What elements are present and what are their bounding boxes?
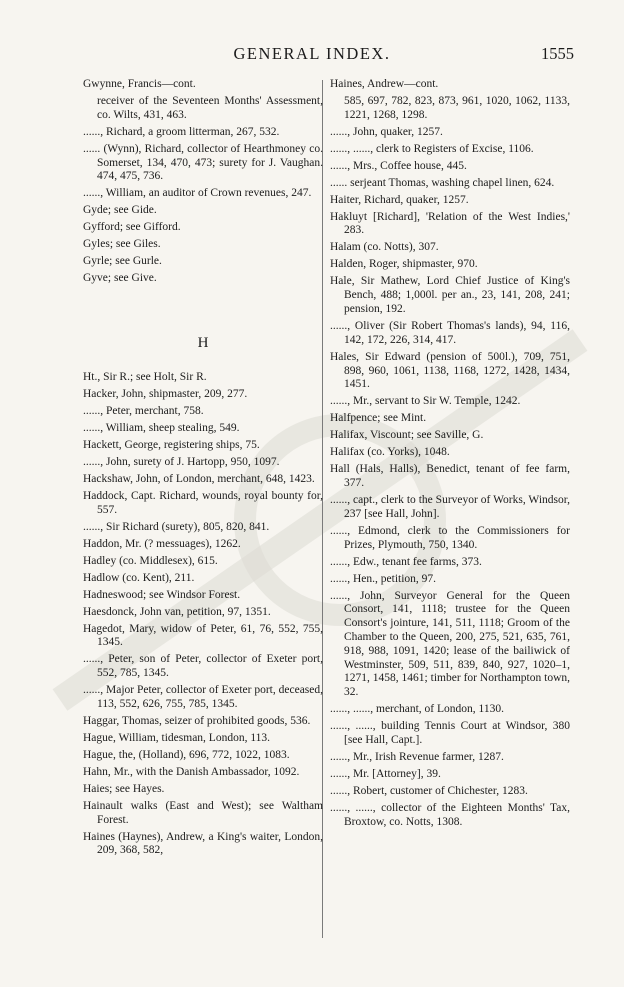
index-entry: ......, ......, merchant, of London, 1130. — [330, 703, 504, 716]
index-entry: Hague, the, (Holland), 696, 772, 1022, 1083. — [83, 748, 290, 761]
index-entry: ......, Robert, customer of Chichester, 1283. — [330, 784, 528, 797]
h-entries-continued — [330, 78, 570, 830]
index-entry: ......, John, quaker, 1257. — [330, 125, 443, 138]
index-entry: ......, John, surety of J. Hartopp, 950, 1097. — [83, 455, 280, 468]
index-entry: Gyles; see Giles. — [83, 238, 161, 251]
index-entry: ......, ......, collector of the Eighteen Months' Tax, Broxtow, co. Notts, 1308. — [330, 801, 570, 828]
index-entry: Hadlow (co. Kent), 211. — [83, 571, 195, 584]
index-entry: Gwynne, Francis—cont. — [83, 78, 196, 90]
index-entry: ......, John, Surveyor General for the Queen Consort, 141, 1118; trustee for the Queen Consort's jointure, 141, 511, 1118; Groom of the Chamber to the Queen, 200, 275, 521, 635, 761, 918, 988, 1091, 1420; lease of the bailiwick of Westminster, 509, 511, 839, 840, 927, 1020–1, 1271, 1458, 1461; timber for Northampton town, 32. — [330, 589, 570, 699]
index-entry: ......, Major Peter, collector of Exeter port, deceased, 113, 552, 626, 755, 785, 1345. — [83, 684, 323, 710]
index-entry: ......, Peter, son of Peter, collector of Exeter port, 552, 785, 1345. — [83, 653, 323, 680]
index-entry: Haines (Haynes), Andrew, a King's waiter, London, 209, 368, 582, — [83, 830, 323, 857]
index-entry: ......, Edw., tenant fee farms, 373. — [330, 555, 482, 568]
h-entries — [83, 371, 323, 858]
section-letter: H — [197, 335, 209, 352]
index-entry: Hacker, John, shipmaster, 209, 277. — [83, 388, 248, 401]
index-entry: Halifax, Viscount; see Saville, G. — [330, 429, 484, 442]
index-entry: ...... serjeant Thomas, washing chapel linen, 624. — [330, 176, 555, 189]
index-entry: ......, Hen., petition, 97. — [330, 572, 437, 585]
index-entry: Hahn, Mr., with the Danish Ambassador, 1092. — [83, 765, 300, 778]
index-entry: ......, Oliver (Sir Robert Thomas's lands), 94, 116, 142, 172, 226, 314, 417. — [330, 320, 570, 346]
index-entry: ......, Sir Richard (surety), 805, 820, 841. — [83, 520, 270, 533]
index-entry: ......, ......, clerk to Registers of Excise, 1106. — [330, 142, 534, 155]
index-entry: 585, 697, 782, 823, 873, 961, 1020, 1062, 1133, 1221, 1268, 1298. — [344, 94, 570, 121]
index-entry: Haddock, Capt. Richard, wounds, royal bounty for, 557. — [83, 489, 323, 516]
index-entry: ......, William, an auditor of Crown revenues, 247. — [83, 187, 312, 200]
index-entry: Haies; see Hayes. — [83, 782, 165, 795]
index-entry: Hadneswood; see Windsor Forest. — [83, 588, 241, 601]
index-entry: Halifax (co. Yorks), 1048. — [330, 446, 450, 459]
running-title: GENERAL INDEX. — [233, 44, 391, 63]
index-entry: ......, Richard, a groom litterman, 267, 532. — [83, 125, 280, 138]
section-spacer — [83, 289, 323, 319]
index-entry: Hackshaw, John, of London, merchant, 648, 1423. — [83, 472, 315, 485]
index-entry: ...... (Wynn), Richard, collector of Hearthmoney co. Somerset, 134, 470, 473; surety for J. Vaughan. 474, 475, 736. — [83, 142, 323, 183]
index-entry: Gyrle; see Gurle. — [83, 255, 162, 268]
page-header — [0, 44, 624, 64]
index-entry: Hainault walks (East and West); see Waltham Forest. — [83, 799, 323, 826]
index-entry: Hague, William, tidesman, London, 113. — [83, 731, 271, 744]
g-entries — [83, 78, 323, 286]
index-entry: ......, Mr., servant to Sir W. Temple, 1242. — [330, 395, 521, 408]
index-entry: Hales, Sir Edward (pension of 500l.), 709, 751, 898, 960, 1061, 1138, 1168, 1272, 1428, 1434, 1451. — [330, 350, 570, 391]
index-entry: receiver of the Seventeen Months' Assessment, co. Wilts, 431, 463. — [97, 94, 323, 121]
index-entry: Haggar, Thomas, seizer of prohibited goods, 536. — [83, 714, 311, 727]
index-entry: Halden, Roger, shipmaster, 970. — [330, 258, 478, 271]
right-column — [330, 78, 570, 833]
index-entry: Hadley (co. Middlesex), 615. — [83, 554, 218, 567]
index-entry: ......, Edmond, clerk to the Commissioners for Prizes, Plymouth, 750, 1340. — [330, 524, 570, 551]
index-entry: Hackett, George, registering ships, 75. — [83, 438, 260, 451]
index-entry: Gyde; see Gide. — [83, 204, 157, 217]
index-entry: Halam (co. Notts), 307. — [330, 241, 439, 254]
index-entry: ......, Peter, merchant, 758. — [83, 405, 204, 417]
index-entry: Haines, Andrew—cont. — [330, 78, 439, 90]
index-entry: ......, Mr. [Attorney], 39. — [330, 767, 441, 780]
index-entry: ......, ......, building Tennis Court at Windsor, 380 [see Hall, Capt.]. — [330, 720, 570, 746]
index-entry: Haddon, Mr. (? messuages), 1262. — [83, 537, 241, 550]
index-entry: Ht., Sir R.; see Holt, Sir R. — [83, 371, 207, 384]
index-entry: ......, Mr., Irish Revenue farmer, 1287. — [330, 750, 504, 763]
index-entry: Hall (Hals, Halls), Benedict, tenant of fee farm, 377. — [330, 463, 570, 490]
index-entry: Gyfford; see Gifford. — [83, 221, 181, 234]
index-entry: Gyve; see Give. — [83, 272, 157, 285]
index-entry: Hale, Sir Mathew, Lord Chief Justice of King's Bench, 488; 1,000l. per an., 23, 141, 208, 241; pension, 192. — [330, 275, 570, 316]
index-entry: Hakluyt [Richard], 'Relation of the West Indies,' 283. — [330, 210, 570, 237]
index-entry: Halfpence; see Mint. — [330, 412, 427, 425]
page-number: 1555 — [541, 44, 574, 63]
index-entry: ......, Mrs., Coffee house, 445. — [330, 159, 467, 172]
left-column — [83, 78, 323, 861]
index-entry: ......, capt., clerk to the Surveyor of Works, Windsor, 237 [see Hall, John]. — [330, 494, 570, 520]
index-entry: ......, William, sheep stealing, 549. — [83, 421, 240, 434]
index-entry: Hagedot, Mary, widow of Peter, 61, 76, 552, 755, 1345. — [83, 622, 323, 649]
index-entry: Haiter, Richard, quaker, 1257. — [330, 193, 469, 206]
index-entry: Haesdonck, John van, petition, 97, 1351. — [83, 605, 271, 618]
